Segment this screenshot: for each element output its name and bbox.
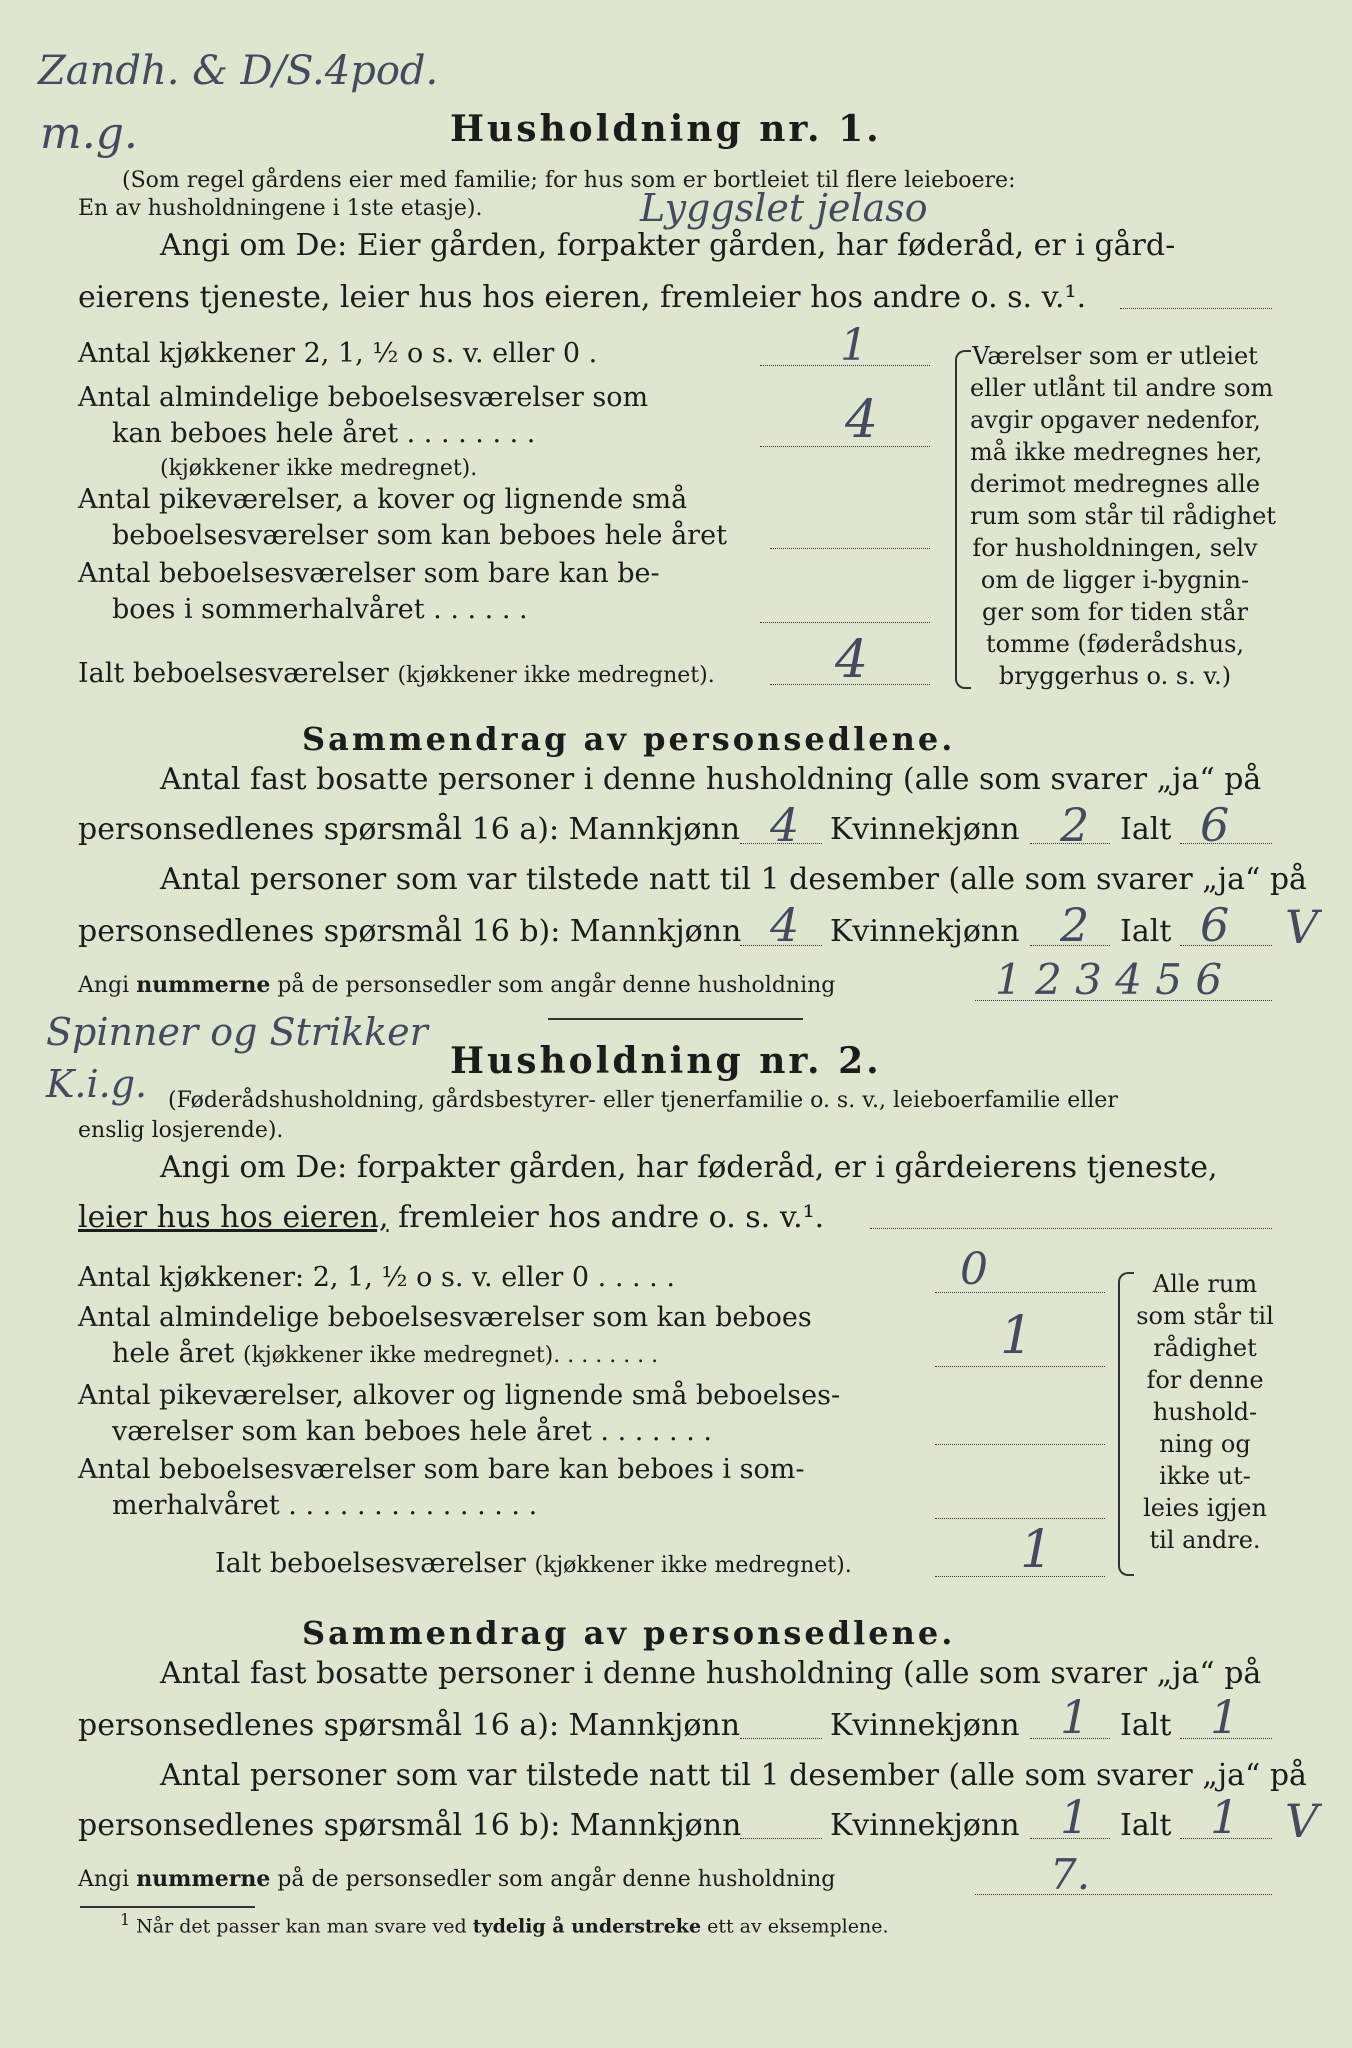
male-count: 4 bbox=[770, 898, 800, 952]
female-label: Kvinnekjønn bbox=[830, 1708, 1020, 1743]
maid-rooms-label: Antal pikeværelser, alkover og lignende små beboelses- bbox=[78, 1380, 841, 1411]
female-count: 2 bbox=[1060, 798, 1090, 852]
margin-annotation: K.i.g. bbox=[46, 1062, 148, 1106]
household-2-title: Husholdning nr. 2. bbox=[450, 1040, 882, 1082]
check-mark: V bbox=[1285, 1794, 1319, 1848]
brace bbox=[955, 350, 971, 689]
summer-rooms-label: merhalvåret . . . . . . . . . . . . . . . bbox=[112, 1490, 538, 1521]
total-count: 6 bbox=[1200, 898, 1230, 952]
kitchens-value: 0 bbox=[960, 1244, 988, 1295]
rooms-side-note bbox=[1130, 1268, 1280, 1556]
intro-text: (Føderådshusholdning, gårdsbestyrer- eller tjenerfamilie o. s. v., leieboerfamilie eller bbox=[168, 1088, 1118, 1113]
side-note-line: Alle rum bbox=[1152, 1270, 1258, 1298]
summer-rooms-label: boes i sommerhalvåret . . . . . . bbox=[112, 594, 528, 625]
margin-annotation: Zandh. & D/S.4pod. bbox=[38, 48, 439, 94]
female-label: Kvinnekjønn bbox=[830, 914, 1020, 949]
answer-line bbox=[1120, 308, 1272, 309]
side-note-line: rådighet bbox=[1153, 1334, 1257, 1362]
female-count: 1 bbox=[1060, 1790, 1090, 1844]
ownership-question: Angi om De: Eier gården, forpakter gården, har føderåd, er i gård- bbox=[160, 228, 1176, 263]
check-mark: V bbox=[1285, 900, 1319, 954]
footnote-rule bbox=[80, 1906, 255, 1908]
total-label: Ialt bbox=[1120, 812, 1172, 847]
maid-rooms-label: beboelsesværelser som kan beboes hele året bbox=[112, 520, 727, 551]
total-rooms-label: Ialt beboelsesværelser (kjøkkener ikke medregnet). bbox=[215, 1548, 852, 1579]
side-note-line: for denne bbox=[1146, 1366, 1264, 1394]
total-count: 6 bbox=[1200, 798, 1230, 852]
maid-rooms-label: værelser som kan beboes hele året . . . . . . . bbox=[112, 1416, 712, 1447]
ownership-question: Angi om De: forpakter gården, har føderåd, er i gårdeierens tjeneste, bbox=[160, 1150, 1218, 1185]
total-label: Ialt bbox=[1120, 1708, 1172, 1743]
side-note-line: tomme (føderådshus, bbox=[985, 630, 1245, 658]
summary-text: personsedlenes spørsmål 16 b): Mannkjønn bbox=[78, 914, 742, 949]
rooms-value: 1 bbox=[1000, 1306, 1034, 1366]
side-note-line: må ikke medregnes her, bbox=[970, 438, 1263, 466]
divider bbox=[548, 1018, 803, 1020]
ownership-question: eierens tjeneste, leier hus hos eieren, fremleier hos andre o. s. v.¹. bbox=[78, 280, 1087, 315]
household-1-title: Husholdning nr. 1. bbox=[450, 108, 882, 150]
intro-text: (Som regel gårdens eier med familie; for hus som er bortleiet til flere leieboere: bbox=[122, 168, 1016, 193]
total-rooms-label: Ialt beboelsesværelser (kjøkkener ikke medregnet). bbox=[78, 658, 715, 689]
summary-text: Antal personer som var tilstede natt til 1 desember (alle som svarer „ja“ på bbox=[160, 1758, 1307, 1793]
maid-rooms-label: Antal pikeværelser, a kover og lignende små bbox=[78, 484, 688, 515]
handwritten-answer: Lyggslet jelaso bbox=[640, 186, 928, 230]
side-note-line: om de ligger i-bygnin- bbox=[980, 566, 1250, 594]
summer-rooms-label: Antal beboelsesværelser som bare kan be- bbox=[78, 558, 660, 589]
female-label: Kvinnekjønn bbox=[830, 812, 1020, 847]
rooms-label: Antal almindelige beboelsesværelser som kan beboes bbox=[78, 1302, 812, 1333]
total-rooms-value: 4 bbox=[835, 630, 869, 690]
answer-line bbox=[935, 1518, 1105, 1519]
rooms-label: Antal almindelige beboelsesværelser som bbox=[78, 382, 649, 413]
numbers-value: 1 2 3 4 5 6 bbox=[995, 955, 1223, 1004]
female-count: 2 bbox=[1060, 898, 1090, 952]
answer-line bbox=[935, 1444, 1105, 1445]
total-count: 1 bbox=[1210, 1690, 1240, 1744]
side-note-line: avgir opgaver nedenfor, bbox=[970, 406, 1261, 434]
answer-line bbox=[870, 1228, 1272, 1229]
side-note-line: som står til bbox=[1136, 1302, 1274, 1330]
side-note-line: ikke ut- bbox=[1159, 1462, 1251, 1490]
numbers-value: 7. bbox=[1050, 1850, 1091, 1899]
total-label: Ialt bbox=[1120, 914, 1172, 949]
summary-text: personsedlenes spørsmål 16 a): Mannkjønn bbox=[78, 1708, 741, 1743]
side-note-line: ger som for tiden står bbox=[982, 598, 1248, 626]
answer-line bbox=[975, 1894, 1272, 1895]
kitchens-label: Antal kjøkkener 2, 1, ½ o s. v. eller 0 . bbox=[78, 338, 598, 369]
answer-line bbox=[770, 548, 930, 549]
rooms-value: 4 bbox=[845, 390, 879, 450]
intro-text: En av husholdningene i 1ste etasje). bbox=[78, 196, 483, 221]
side-note-line: derimot medregnes alle bbox=[970, 470, 1261, 498]
numbers-label: Angi nummerne på de personsedler som angår denne husholdning bbox=[78, 972, 836, 998]
side-note-line: bryggerhus o. s. v.) bbox=[998, 662, 1232, 690]
male-count: 4 bbox=[770, 798, 800, 852]
margin-annotation: Spinner og Strikker bbox=[46, 1010, 428, 1054]
footnote: $^1$ Når det passer kan man svare ved tydelig å understreke ett av eksemplene. bbox=[120, 1910, 889, 1938]
answer-line bbox=[740, 1838, 822, 1839]
side-note-line: ning og bbox=[1159, 1430, 1251, 1458]
ownership-question: leier hus hos eieren, fremleier hos andre o. s. v.¹. bbox=[78, 1200, 825, 1235]
side-note-line: rum som står til rådighet bbox=[970, 502, 1276, 530]
total-label: Ialt bbox=[1120, 1808, 1172, 1843]
rooms-side-note bbox=[970, 340, 1276, 692]
summary-title: Sammendrag av personsedlene. bbox=[302, 720, 956, 758]
rooms-note: (kjøkkener ikke medregnet). bbox=[160, 456, 478, 481]
kitchens-label: Antal kjøkkener: 2, 1, ½ o s. v. eller 0 . . . . . bbox=[78, 1262, 675, 1293]
total-count: 1 bbox=[1210, 1790, 1240, 1844]
intro-text: enslig losjerende). bbox=[78, 1118, 284, 1143]
summary-text: Antal fast bosatte personer i denne husholdning (alle som svarer „ja“ på bbox=[160, 762, 1262, 797]
female-label: Kvinnekjønn bbox=[830, 1808, 1020, 1843]
answer-line bbox=[935, 1366, 1105, 1367]
answer-line bbox=[740, 1738, 822, 1739]
summary-title: Sammendrag av personsedlene. bbox=[302, 1614, 956, 1652]
side-note-line: til andre. bbox=[1149, 1526, 1261, 1554]
total-rooms-value: 1 bbox=[1020, 1520, 1054, 1580]
summary-text: personsedlenes spørsmål 16 a): Mannkjønn bbox=[78, 812, 741, 847]
side-note-line: leies igjen bbox=[1143, 1494, 1267, 1522]
side-note-line: hushold- bbox=[1152, 1398, 1258, 1426]
rooms-label: hele året (kjøkkener ikke medregnet). . . . . . . . bbox=[112, 1338, 659, 1369]
summary-text: personsedlenes spørsmål 16 b): Mannkjønn bbox=[78, 1808, 742, 1843]
summary-text: Antal fast bosatte personer i denne husholdning (alle som svarer „ja“ på bbox=[160, 1656, 1262, 1691]
summary-text: Antal personer som var tilstede natt til 1 desember (alle som svarer „ja“ på bbox=[160, 862, 1307, 897]
summer-rooms-label: Antal beboelsesværelser som bare kan beboes i som- bbox=[78, 1454, 805, 1485]
female-count: 1 bbox=[1060, 1690, 1090, 1744]
rooms-label: kan beboes hele året . . . . . . . . bbox=[112, 418, 536, 449]
kitchens-value: 1 bbox=[840, 320, 868, 371]
answer-line bbox=[760, 622, 930, 623]
side-note-line: for husholdningen, selv bbox=[972, 534, 1258, 562]
numbers-label: Angi nummerne på de personsedler som angår denne husholdning bbox=[78, 1866, 836, 1892]
margin-annotation: m.g. bbox=[40, 108, 138, 159]
side-note-line: eller utlånt til andre som bbox=[970, 374, 1274, 402]
side-note-line: Værelser som er utleiet bbox=[972, 342, 1258, 370]
